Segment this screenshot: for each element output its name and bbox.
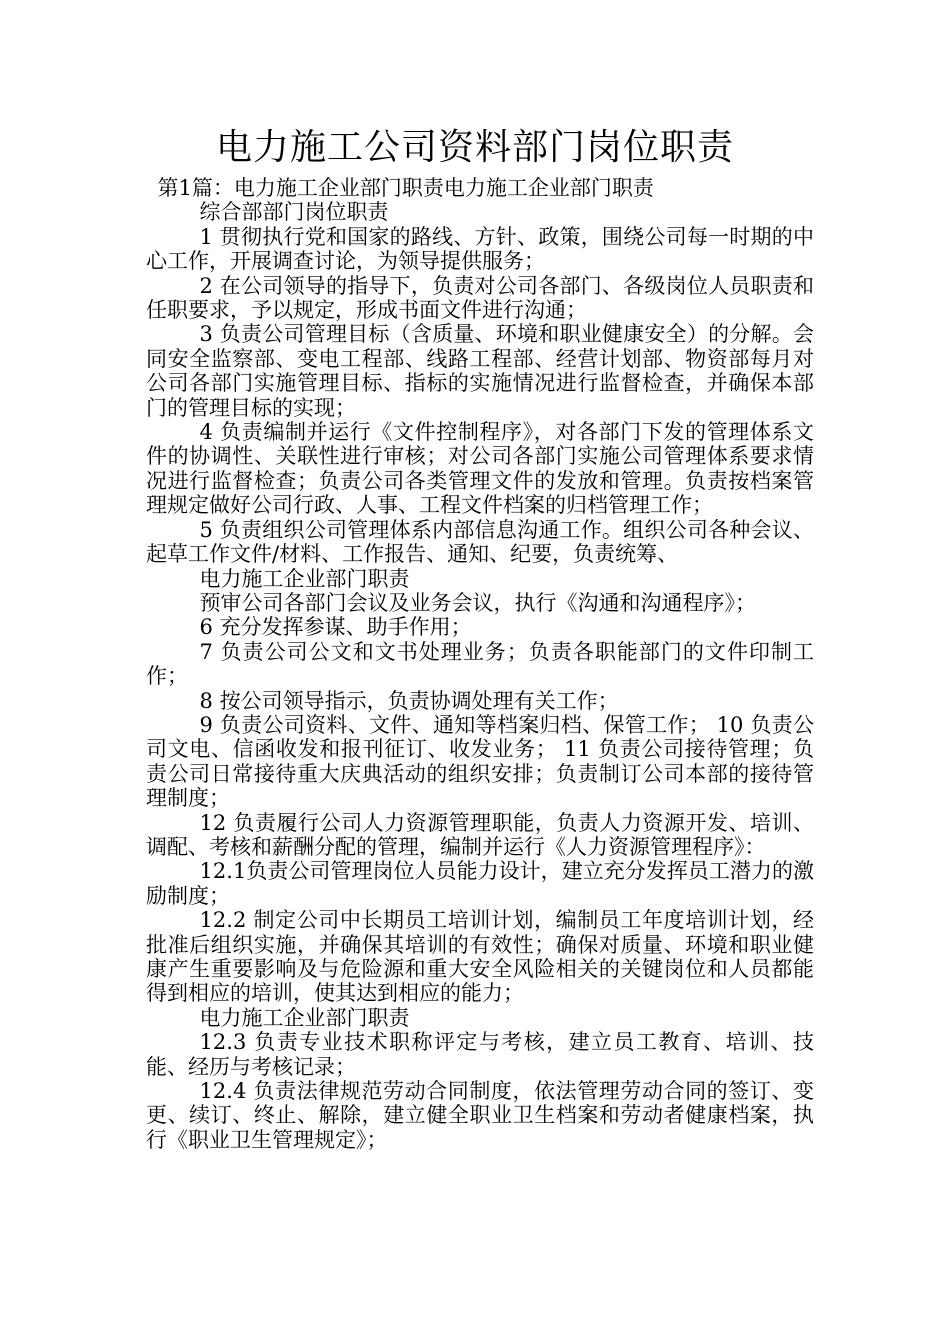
body-paragraph: 3 负责公司管理目标（含质量、环境和职业健康安全）的分解。会同安全监察部、变电工程部、线路工程部、经营计划部、物资部每月对公司各部门实施管理目标、指标的实施情况进行监督检查，并确保本部门的管理目标的实现； bbox=[146, 322, 814, 420]
body-paragraph: 5 负责组织公司管理体系内部信息沟通工作。组织公司各种会议、起草工作文件/材料、工作报告、通知、纪要，负责统筹、 bbox=[146, 517, 814, 567]
section-heading: 电力施工企业部门职责 bbox=[199, 1005, 410, 1030]
body-paragraph: 8 按公司领导指示，负责协调处理有关工作； bbox=[199, 688, 619, 713]
body-paragraph: 12 负责履行公司人力资源管理职能，负责人力资源开发、培训、调配、考核和薪酬分配的管理，编制并运行《人力资源管理程序》： bbox=[146, 810, 814, 859]
body-paragraph: 12.2 制定公司中长期员工培训计划，编制员工年度培训计划，经批准后组织实施，并确保其培训的有效性；确保对质量、环境和职业健康产生重要影响及与危险源和重大安全风险相关的关键岗位和人员都能得到相应的培训，使其达到相应的能力； bbox=[146, 908, 814, 1006]
body-paragraph: 12.3 负责专业技术职称评定与考核，建立员工教育、培训、技能、经历与考核记录； bbox=[146, 1030, 814, 1079]
body-paragraph: 12.4 负责法律规范劳动合同制度，依法管理劳动合同的签订、变更、续订、终止、解除，建立健全职业卫生档案和劳动者健康档案，执行《职业卫生管理规定》； bbox=[146, 1079, 814, 1152]
body-paragraph: 2 在公司领导的指导下，负责对公司各部门、各级岗位人员职责和任职要求，予以规定，形成书面文件进行沟通； bbox=[146, 273, 814, 323]
body-paragraph: 1 贯彻执行党和国家的路线、方针、政策，围绕公司每一时期的中心工作，开展调查讨论，为领导提供服务； bbox=[146, 224, 814, 274]
body-paragraph: 12.1负责公司管理岗位人员能力设计，建立充分发挥员工潜力的激励制度； bbox=[146, 859, 814, 908]
section-heading: 电力施工企业部门职责 bbox=[199, 566, 410, 591]
section-heading: 综合部部门岗位职责 bbox=[199, 200, 389, 225]
document-title: 电力施工公司资料部门岗位职责 bbox=[215, 127, 734, 168]
body-paragraph: 预审公司各部门会议及业务会议，执行《沟通和沟通程序》； bbox=[199, 590, 757, 615]
document-body bbox=[146, 176, 814, 1152]
chapter-heading: 第1篇：电力施工企业部门职责电力施工企业部门职责 bbox=[157, 176, 654, 200]
body-paragraph: 6 充分发挥参谋、助手作用； bbox=[199, 615, 472, 640]
body-paragraph: 4 负责编制并运行《文件控制程序》，对各部门下发的管理体系文件的协调性、关联性进行审核；对公司各部门实施公司管理体系要求情况进行监督检查；负责公司各类管理文件的发放和管理。负责按档案管理规定做好公司行政、人事、工程文件档案的归档管理工作； bbox=[146, 420, 814, 518]
body-paragraph: 7 负责公司公文和文书处理业务；负责各职能部门的文件印制工作； bbox=[146, 639, 814, 689]
body-paragraph: 9 负责公司资料、文件、通知等档案归档、保管工作； 10 负责公司文电、信函收发和报刊征订、收发业务； 11 负责公司接待管理；负责公司日常接待重大庆典活动的组织安排；负责制订公司本部的接待管理制度； bbox=[146, 712, 814, 811]
